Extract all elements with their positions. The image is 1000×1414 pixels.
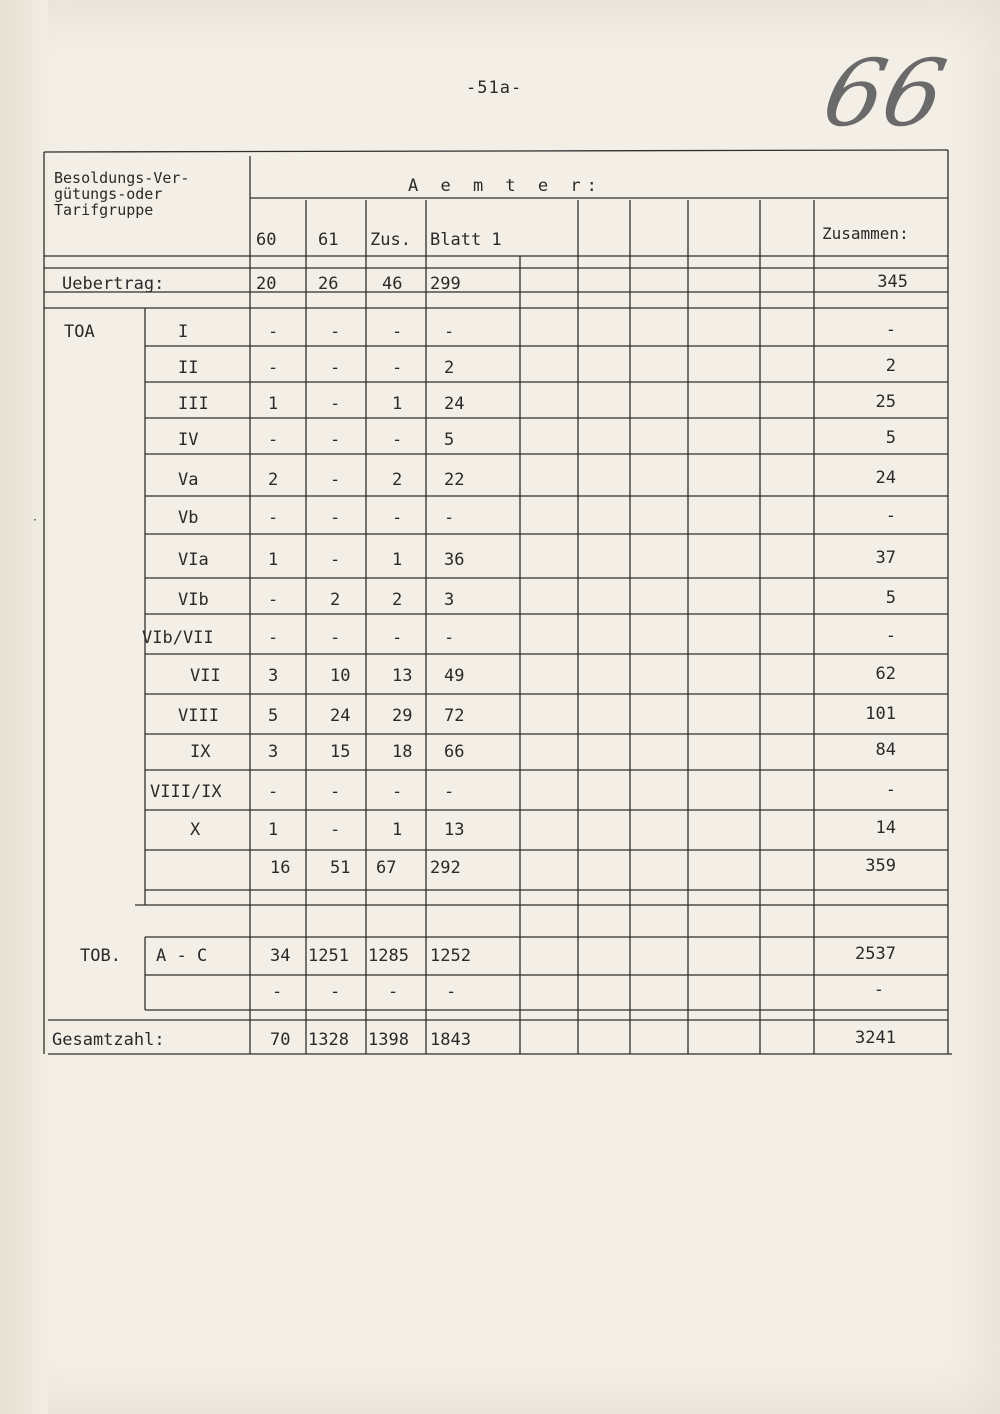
tob-grade-a-c: A - C (156, 946, 208, 966)
col-header-zusammen: Zusammen: (822, 224, 909, 243)
toa-cell: 36 (444, 550, 465, 570)
toa-cell: - (330, 358, 341, 378)
toa-cell: 3 (268, 742, 279, 762)
tob-row2-61: - (330, 982, 341, 1002)
tob-row2-blatt: - (446, 982, 457, 1002)
toa-cell: 49 (444, 666, 465, 686)
group-label-line-3: Tarifgruppe (54, 201, 154, 219)
toa-grade-label: I (178, 322, 189, 342)
toa-cell: 72 (444, 706, 465, 726)
toa-cell: - (268, 628, 279, 648)
toa-cell: - (444, 628, 455, 648)
tob-a-c-61: 1251 (308, 946, 349, 966)
toa-cell: - (268, 590, 279, 610)
toa-cell: - (444, 322, 455, 342)
toa-cell: - (330, 430, 341, 450)
tob-row2-total: - (873, 980, 884, 1000)
toa-cell: - (330, 550, 341, 570)
toa-grade-label: Va (178, 470, 199, 490)
toa-subtotal-zus: 67 (376, 858, 397, 878)
toa-cell: 1 (392, 820, 403, 840)
toa-cell: 1 (268, 820, 279, 840)
toa-grade-label: VII (190, 666, 221, 686)
toa-row-total: 84 (875, 740, 896, 760)
toa-row-total: - (885, 626, 896, 646)
toa-cell: - (330, 470, 341, 490)
toa-grade-label: X (190, 820, 201, 840)
toa-grade-label: Vb (178, 508, 199, 528)
toa-row-total: 101 (865, 704, 896, 724)
toa-cell: - (392, 782, 403, 802)
carry-over-60: 20 (256, 274, 277, 294)
toa-cell: 13 (392, 666, 413, 686)
toa-cell: - (330, 322, 341, 342)
toa-cell: - (268, 782, 279, 802)
toa-row-total: 14 (875, 818, 896, 838)
toa-row-total: 24 (875, 468, 896, 488)
toa-cell: - (268, 358, 279, 378)
tob-row2-60: - (272, 982, 283, 1002)
tob-a-c-60: 34 (270, 946, 291, 966)
toa-cell: - (392, 628, 403, 648)
toa-cell: 10 (330, 666, 351, 686)
group-label-line-1: Besoldungs-Ver- (54, 169, 190, 187)
toa-cell: 1 (392, 394, 403, 414)
group-label-line-2: gütungs-oder (54, 185, 163, 203)
toa-grade-label: II (178, 358, 199, 378)
toa-subtotal-total: 359 (865, 856, 896, 876)
toa-grade-label: VIII/IX (150, 782, 222, 802)
toa-row-total: - (885, 506, 896, 526)
toa-cell: - (330, 782, 341, 802)
total-total: 3241 (855, 1028, 896, 1048)
total-60: 70 (270, 1030, 291, 1050)
page-number: -51a- (466, 78, 523, 98)
toa-grade-label: IV (178, 430, 199, 450)
tob-label: TOB. (80, 946, 121, 966)
toa-cell: - (268, 322, 279, 342)
total-zus: 1398 (368, 1030, 409, 1050)
toa-grade-label: IX (190, 742, 211, 762)
toa-cell: - (444, 782, 455, 802)
toa-cell: 3 (268, 666, 279, 686)
toa-cell: - (268, 430, 279, 450)
toa-grade-label: VIa (178, 550, 209, 570)
toa-cell: 3 (444, 590, 455, 610)
toa-row-total: - (885, 780, 896, 800)
toa-cell: 22 (444, 470, 465, 490)
toa-cell: - (392, 430, 403, 450)
carry-over-total: 345 (877, 272, 908, 292)
handwritten-folio-number: 66 (814, 40, 955, 147)
toa-row-total: 2 (885, 356, 896, 376)
toa-grade-label: III (178, 394, 209, 414)
toa-subtotal-61: 51 (330, 858, 351, 878)
tob-row2-zus: - (388, 982, 399, 1002)
toa-row-total: 37 (875, 548, 896, 568)
toa-cell: - (330, 508, 341, 528)
col-header-blatt: Blatt 1 (430, 230, 502, 250)
toa-subtotal-60: 16 (270, 858, 291, 878)
toa-label: TOA (64, 322, 95, 342)
tob-a-c-zus: 1285 (368, 946, 409, 966)
toa-cell: - (330, 628, 341, 648)
toa-row-total: - (885, 320, 896, 340)
toa-row-total: 62 (875, 664, 896, 684)
toa-cell: - (392, 358, 403, 378)
toa-cell: 1 (268, 394, 279, 414)
toa-cell: - (268, 508, 279, 528)
toa-cell: 5 (268, 706, 279, 726)
toa-cell: 5 (444, 430, 455, 450)
offices-label: A e m t e r: (408, 176, 603, 196)
toa-cell: - (392, 508, 403, 528)
toa-subtotal-blatt: 292 (430, 858, 461, 878)
toa-row-total: 5 (885, 588, 896, 608)
toa-cell: 24 (444, 394, 465, 414)
toa-cell: 2 (330, 590, 341, 610)
carry-over-61: 26 (318, 274, 339, 294)
toa-cell: 2 (392, 590, 403, 610)
toa-cell: 24 (330, 706, 351, 726)
tob-a-c-blatt: 1252 (430, 946, 471, 966)
toa-grade-label: VIb/VII (142, 628, 214, 648)
carry-over-label: Uebertrag: (62, 274, 165, 294)
toa-cell: 15 (330, 742, 351, 762)
toa-row-total: 25 (875, 392, 896, 412)
toa-cell: - (392, 322, 403, 342)
total-blatt: 1843 (430, 1030, 471, 1050)
carry-over-zus: 46 (382, 274, 403, 294)
col-header-61: 61 (318, 230, 339, 250)
toa-cell: 2 (268, 470, 279, 490)
toa-grade-label: VIb (178, 590, 209, 610)
total-61: 1328 (308, 1030, 349, 1050)
toa-cell: 66 (444, 742, 465, 762)
toa-cell: 1 (268, 550, 279, 570)
toa-row-total: 5 (885, 428, 896, 448)
total-label: Gesamtzahl: (52, 1030, 165, 1050)
toa-cell: 1 (392, 550, 403, 570)
toa-cell: - (330, 394, 341, 414)
margin-mark: · (32, 515, 39, 526)
toa-cell: 18 (392, 742, 413, 762)
col-header-zus: Zus. (370, 230, 411, 250)
tob-a-c-total: 2537 (855, 944, 896, 964)
col-header-60: 60 (256, 230, 277, 250)
toa-cell: 29 (392, 706, 413, 726)
toa-cell: - (444, 508, 455, 528)
toa-grade-label: VIII (178, 706, 219, 726)
toa-cell: - (330, 820, 341, 840)
toa-cell: 2 (392, 470, 403, 490)
toa-cell: 13 (444, 820, 465, 840)
carry-over-blatt: 299 (430, 274, 461, 294)
toa-cell: 2 (444, 358, 455, 378)
